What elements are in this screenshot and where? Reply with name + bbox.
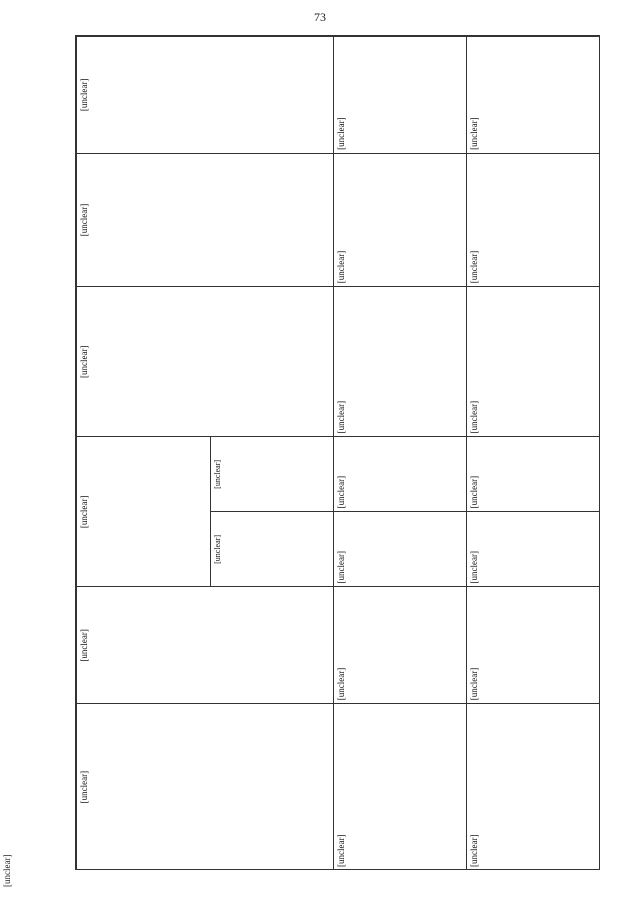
header-col2: [unclear] [77, 587, 334, 704]
header-col6: [unclear] [77, 37, 334, 154]
rotated-table [76, 36, 600, 870]
cell-c4: [unclear] [333, 287, 467, 437]
header-srok-start: [unclear] [210, 512, 333, 587]
header-col5: [unclear] [77, 153, 334, 286]
table-container [75, 35, 600, 870]
table-row [333, 37, 467, 871]
table-header-row [77, 37, 211, 871]
measures-table [76, 36, 600, 870]
document-id: [unclear] [2, 854, 12, 887]
page-number: 73 [314, 10, 326, 24]
cell-c6: [unclear] [333, 37, 467, 154]
cell-c3b: [unclear] [467, 437, 600, 512]
header-srok: [unclear] [77, 437, 211, 587]
cell-c1: [unclear] [467, 704, 600, 870]
cell-c2: [unclear] [333, 587, 467, 704]
cell-c5: [unclear] [333, 153, 467, 286]
cell-c2: [unclear] [467, 587, 600, 704]
cell-c4: [unclear] [467, 287, 600, 437]
header-col4: [unclear] [77, 287, 334, 437]
cell-c3a: [unclear] [467, 512, 600, 587]
cell-c1: [unclear] [333, 704, 467, 870]
cell-c5: [unclear] [467, 153, 600, 286]
header-srok-end: [unclear] [210, 437, 333, 512]
header-col1: [unclear] [77, 704, 334, 870]
cell-c3b: [unclear] [333, 437, 467, 512]
cell-c3a: [unclear] [333, 512, 467, 587]
table-row [467, 37, 600, 871]
cell-c6: [unclear] [467, 37, 600, 154]
